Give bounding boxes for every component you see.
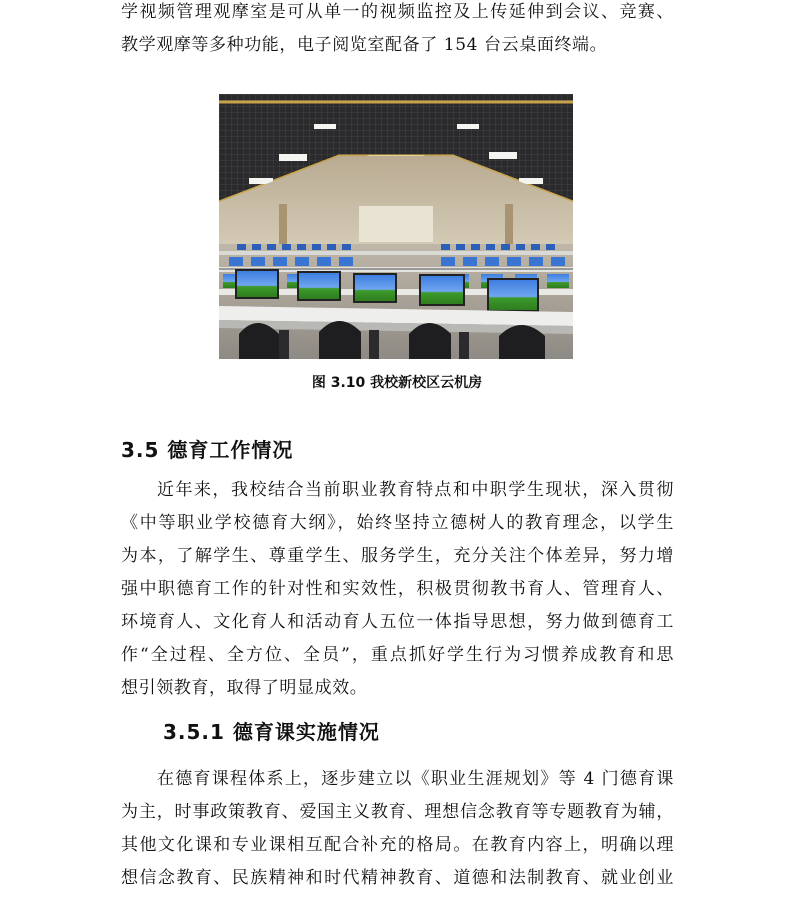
figure-caption: 图 3.10 我校新校区云机房	[311, 375, 483, 391]
paragraph-line: 教学观摩等多种功能，电子阅览室配备了 154 台云桌面终端。	[121, 35, 608, 55]
paragraph-line: 为本，了解学生、尊重学生、服务学生，充分关注个体差异，努力增	[121, 546, 674, 566]
paragraph-line: 近年来，我校结合当前职业教育特点和中职学生现状，深入贯彻	[157, 480, 674, 500]
paragraph-line: 作“全过程、全方位、全员”，重点抓好学生行为习惯养成教育和思	[121, 645, 674, 665]
paragraph-line: 其他文化课和专业课相互配合补充的格局。在教育内容上，明确以理	[121, 835, 674, 855]
subsection-heading: 3.5.1 德育课实施情况	[163, 720, 380, 744]
computer-lab-photo	[219, 94, 573, 359]
paragraph-line: 环境育人、文化育人和活动育人五位一体指导思想，努力做到德育工	[121, 612, 674, 632]
paragraph-line: 强中职德育工作的针对性和实效性，积极贯彻教书育人、管理育人、	[121, 579, 674, 599]
paragraph-line: 为主，时事政策教育、爱国主义教育、理想信念教育等专题教育为辅，	[121, 802, 674, 822]
section-heading: 3.5 德育工作情况	[121, 438, 294, 462]
paragraph-line: 在德育课程体系上，逐步建立以《职业生涯规划》等 4 门德育课	[157, 769, 674, 789]
paragraph-line: 学视频管理观摩室是可从单一的视频监控及上传延伸到会议、竞赛、	[121, 2, 674, 22]
paragraph-line: 想信念教育、民族精神和时代精神教育、道德和法制教育、就业创业	[121, 868, 674, 888]
paragraph-line: 《中等职业学校德育大纲》，始终坚持立德树人的教育理念，以学生	[121, 513, 674, 533]
paragraph-line: 想引领教育，取得了明显成效。	[121, 678, 368, 698]
